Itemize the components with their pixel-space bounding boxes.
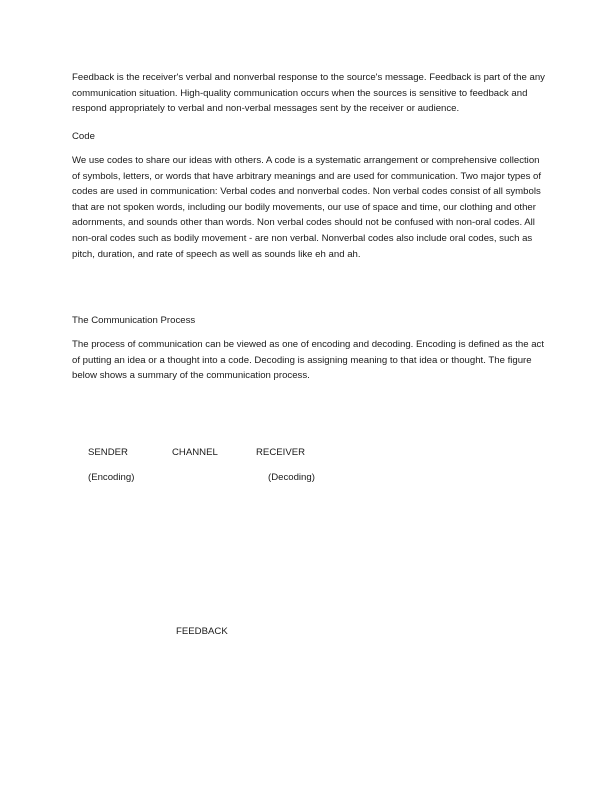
feedback-paragraph: Feedback is the receiver's verbal and nonverbal response to the source's message. Feedback is part of the any communication situation. High-quality communication occurs when the sources is sensitive to feedback and respond appropriately to verbal and non-verbal messages sent by the receiver or audience. bbox=[72, 72, 545, 115]
communication-process-paragraph: The process of communication can be viewed as one of encoding and decoding. Encoding is defined as the act of putting an idea or a thought into a code. Decoding is assigning meaning to that idea or thought. The figure below shows a summary of the communication process. bbox=[72, 339, 544, 382]
feedback-label: FEEDBACK bbox=[176, 626, 228, 637]
communication-process-heading: The Communication Process bbox=[72, 315, 196, 326]
sender-label: SENDER bbox=[88, 447, 128, 458]
code-paragraph: We use codes to share our ideas with others. A code is a systematic arrangement or comprehensive collection of symbols, letters, or words that have arbitrary meanings and are used for communication. Two major types of codes are used in communication: Verbal codes and nonverbal codes. Non verbal codes consist of all symbols that are not spoken words, including our bodily movements, our use of space and time, our clothing and other adornments, and sounds other than words. Non verbal codes should not be confused with non-oral codes. All non-oral codes such as bodily movement - are non verbal. Nonverbal codes also include oral codes, such as pitch, duration, and rate of speech as well as sounds like eh and ah. bbox=[72, 155, 542, 260]
decoding-label: (Decoding) bbox=[268, 472, 315, 483]
channel-label: CHANNEL bbox=[172, 447, 218, 458]
encoding-label: (Encoding) bbox=[88, 472, 135, 483]
receiver-label: RECEIVER bbox=[256, 447, 306, 458]
code-heading: Code bbox=[72, 131, 95, 142]
